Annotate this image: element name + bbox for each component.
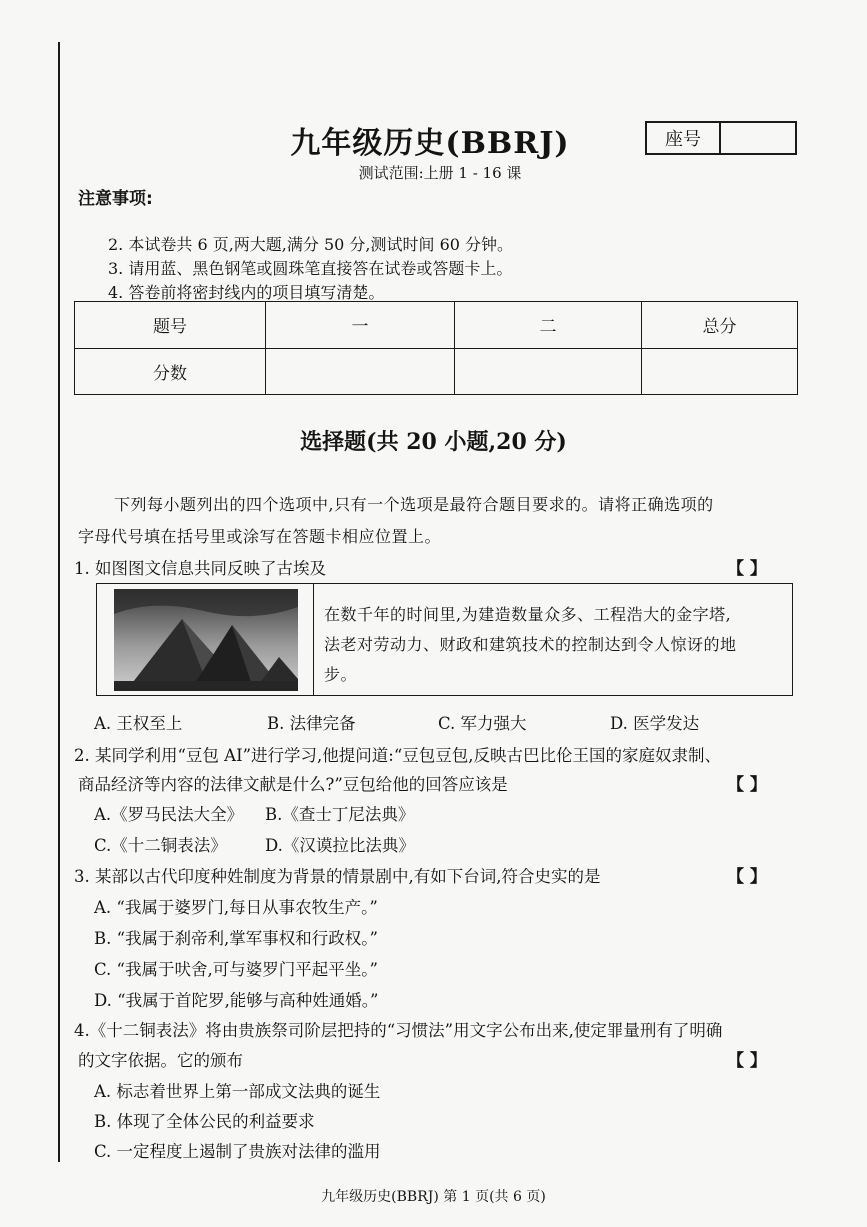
question-1-stem: 1. 如图图文信息共同反映了古埃及	[74, 559, 326, 578]
score-header-cell: 二	[455, 302, 642, 349]
binding-line	[58, 42, 60, 1162]
option-b[interactable]: B. “我属于刹帝利,掌军事权和行政权。”	[94, 929, 378, 948]
score-table	[74, 301, 798, 395]
test-scope: 测试范围:上册 1 - 16 课	[358, 164, 522, 182]
option-a[interactable]: A. 王权至上	[94, 714, 183, 733]
option-b[interactable]: B. 体现了全体公民的利益要求	[94, 1112, 315, 1131]
option-a[interactable]: A.《罗马民法大全》	[94, 805, 244, 824]
score-table-row	[75, 348, 798, 395]
score-cell[interactable]	[642, 348, 798, 395]
material-text-line: 步。	[324, 665, 358, 684]
score-header-cell: 总分	[642, 302, 798, 349]
score-row-label: 分数	[75, 348, 266, 395]
seat-number-box	[645, 121, 797, 155]
option-d[interactable]: D. “我属于首陀罗,能够与高种姓通婚。”	[94, 991, 379, 1010]
option-a[interactable]: A. 标志着世界上第一部成文法典的诞生	[94, 1082, 381, 1101]
option-b[interactable]: B. 法律完备	[267, 714, 356, 733]
score-header-cell: 题号	[75, 302, 266, 349]
seat-label: 座号	[647, 123, 721, 153]
notice-title: 注意事项:	[78, 189, 153, 209]
answer-bracket[interactable]: 【 】	[727, 1051, 767, 1071]
material-text-line: 在数千年的时间里,为建造数量众多、工程浩大的金字塔,	[324, 605, 732, 624]
score-cell[interactable]	[266, 348, 455, 395]
question-4-stem: 4.《十二铜表法》将由贵族祭司阶层把持的“习惯法”用文字公布出来,使定罪量刑有了明确	[74, 1021, 723, 1040]
page-title: 九年级历史(BBRJ)	[290, 126, 570, 161]
material-text-line: 法老对劳动力、财政和建筑技术的控制达到令人惊讶的地	[324, 635, 737, 654]
option-a[interactable]: A. “我属于婆罗门,每日从事农牧生产。”	[94, 898, 378, 917]
instructions-line: 字母代号填在括号里或涂写在答题卡相应位置上。	[78, 527, 442, 546]
option-c[interactable]: C. 一定程度上遏制了贵族对法律的滥用	[94, 1142, 381, 1161]
option-c[interactable]: C.《十二铜表法》	[94, 836, 227, 855]
section-title: 选择题(共 20 小题,20 分)	[300, 429, 567, 455]
instructions-line: 下列每小题列出的四个选项中,只有一个选项是最符合题目要求的。请将正确选项的	[114, 495, 714, 514]
option-d[interactable]: D. 医学发达	[610, 714, 700, 733]
answer-bracket[interactable]: 【 】	[727, 867, 767, 887]
answer-bracket[interactable]: 【 】	[727, 559, 767, 579]
seat-value-field[interactable]	[721, 123, 795, 153]
answer-bracket[interactable]: 【 】	[727, 775, 767, 795]
notice-item: 3. 请用蓝、黑色钢笔或圆珠笔直接答在试卷或答题卡上。	[108, 259, 513, 278]
option-d[interactable]: D.《汉谟拉比法典》	[265, 836, 415, 855]
question-2-stem: 商品经济等内容的法律文献是什么?”豆包给他的回答应该是	[78, 775, 508, 794]
score-header-cell: 一	[266, 302, 455, 349]
score-cell[interactable]	[455, 348, 642, 395]
score-table-header-row	[75, 302, 798, 349]
notice-item: 2. 本试卷共 6 页,两大题,满分 50 分,测试时间 60 分钟。	[108, 235, 514, 254]
page-footer: 九年级历史(BBRJ) 第 1 页(共 6 页)	[321, 1189, 546, 1205]
option-c[interactable]: C. “我属于吠舍,可与婆罗门平起平坐。”	[94, 960, 378, 979]
question-3-stem: 3. 某部以古代印度种姓制度为背景的情景剧中,有如下台词,符合史实的是	[74, 867, 601, 886]
question-4-stem: 的文字依据。它的颁布	[78, 1051, 243, 1070]
option-c[interactable]: C. 军力强大	[438, 714, 527, 733]
option-b[interactable]: B.《查士丁尼法典》	[265, 805, 415, 824]
material-divider	[313, 583, 314, 696]
notice-item: 4. 答卷前将密封线内的项目填写清楚。	[108, 283, 385, 302]
question-2-stem: 2. 某同学利用“豆包 AI”进行学习,他提问道:“豆包豆包,反映古巴比伦王国的家庭奴隶制、	[74, 746, 722, 765]
pyramid-photo	[114, 589, 298, 691]
